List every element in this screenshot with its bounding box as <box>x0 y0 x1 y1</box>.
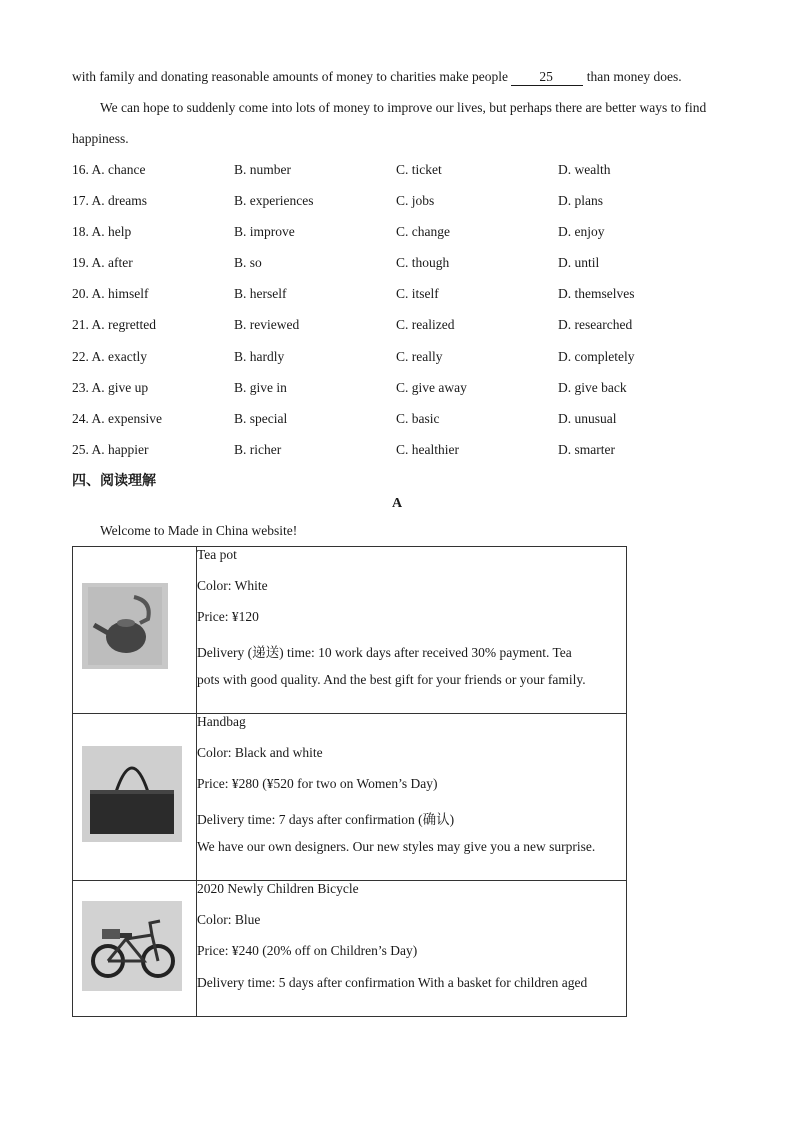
image-cell <box>73 547 197 714</box>
product-info-bicycle <box>197 881 627 1017</box>
option-c: C. give away <box>396 379 467 395</box>
answer-blank: 25 <box>511 69 583 86</box>
product-info-handbag <box>197 714 627 881</box>
question-row <box>72 411 722 442</box>
product-delivery: Delivery time: 7 days after confirmation (确认) <box>197 811 455 827</box>
table-row <box>73 547 627 714</box>
option-a: 17. A. dreams <box>72 193 147 209</box>
product-note: We have our own designers. Our new styles may give you a new surprise. <box>197 838 596 854</box>
product-name: Handbag <box>197 714 246 729</box>
section-heading: 四、阅读理解 <box>72 473 156 489</box>
option-d: D. unusual <box>558 410 617 426</box>
option-c: C. jobs <box>396 193 435 209</box>
option-a: 18. A. help <box>72 224 132 240</box>
question-row <box>72 162 722 193</box>
option-d: D. themselves <box>558 286 635 302</box>
part-label: A <box>391 496 403 511</box>
product-price: Price: ¥120 <box>197 609 259 625</box>
product-note: pots with good quality. And the best gift for your friends or your family. <box>197 671 586 687</box>
image-cell <box>73 881 197 1017</box>
product-delivery: Delivery (递送) time: 10 work days after received 30% payment. Tea <box>197 644 572 660</box>
option-b: B. give in <box>234 379 287 395</box>
question-row <box>72 224 722 255</box>
option-b: B. hardly <box>234 348 285 364</box>
product-delivery: Delivery time: 5 days after confirmation With a basket for children aged <box>197 974 588 990</box>
option-a: 22. A. exactly <box>72 348 147 364</box>
option-c: C. itself <box>396 286 439 302</box>
option-c: C. basic <box>396 410 440 426</box>
product-name: Tea pot <box>197 547 237 562</box>
passage-text: than money does. <box>586 69 682 84</box>
option-d: D. wealth <box>558 162 611 177</box>
table-row <box>73 714 627 881</box>
welcome-text: Welcome to Made in China website! <box>100 523 298 538</box>
option-d: D. until <box>558 255 600 271</box>
option-a: 23. A. give up <box>72 379 149 395</box>
option-d: D. give back <box>558 379 627 395</box>
option-b: B. special <box>234 410 288 426</box>
option-d: D. researched <box>558 317 633 333</box>
question-row <box>72 380 722 411</box>
passage-line-1 <box>72 69 682 86</box>
question-row <box>72 442 722 473</box>
option-d: D. smarter <box>558 441 615 457</box>
option-a: 19. A. after <box>72 255 133 271</box>
question-row <box>72 255 722 286</box>
question-row <box>72 286 722 317</box>
product-color: Color: White <box>197 578 268 594</box>
product-name: 2020 Newly Children Bicycle <box>197 881 359 896</box>
option-c: C. realized <box>396 317 455 333</box>
option-d: D. plans <box>558 193 603 209</box>
question-row <box>72 193 722 224</box>
teapot-image <box>82 583 168 669</box>
option-b: B. number <box>234 162 291 177</box>
option-b: B. experiences <box>234 193 314 209</box>
question-row <box>72 317 722 348</box>
table-row <box>73 881 627 1017</box>
product-color: Color: Black and white <box>197 745 323 761</box>
option-a: 20. A. himself <box>72 286 149 302</box>
option-c: C. change <box>396 224 450 240</box>
question-row <box>72 349 722 380</box>
product-info-teapot <box>197 547 627 714</box>
product-color: Color: Blue <box>197 912 261 928</box>
option-d: D. completely <box>558 348 635 364</box>
option-b: B. richer <box>234 441 282 457</box>
option-a: 21. A. regretted <box>72 317 156 333</box>
option-b: B. improve <box>234 224 295 240</box>
option-b: B. herself <box>234 286 287 302</box>
option-a: 24. A. expensive <box>72 410 162 426</box>
option-c: C. ticket <box>396 162 442 177</box>
option-b: B. so <box>234 255 262 271</box>
option-a: 25. A. happier <box>72 441 149 457</box>
passage-line-3: happiness. <box>72 131 129 146</box>
option-c: C. though <box>396 255 450 271</box>
product-price: Price: ¥280 (¥520 for two on Women’s Day) <box>197 776 438 792</box>
passage-line-2: We can hope to suddenly come into lots of money to improve our lives, but perhaps there are better ways to find <box>100 100 707 115</box>
question-options <box>72 162 722 473</box>
product-table <box>72 546 627 1017</box>
handbag-image <box>82 746 182 842</box>
bicycle-image <box>82 901 182 991</box>
option-a: 16. A. chance <box>72 162 146 177</box>
passage-text: with family and donating reasonable amounts of money to charities make people <box>72 69 509 84</box>
option-d: D. enjoy <box>558 224 605 240</box>
option-c: C. healthier <box>396 441 459 457</box>
option-c: C. really <box>396 348 443 364</box>
image-cell <box>73 714 197 881</box>
product-price: Price: ¥240 (20% off on Children’s Day) <box>197 943 418 959</box>
option-b: B. reviewed <box>234 317 300 333</box>
